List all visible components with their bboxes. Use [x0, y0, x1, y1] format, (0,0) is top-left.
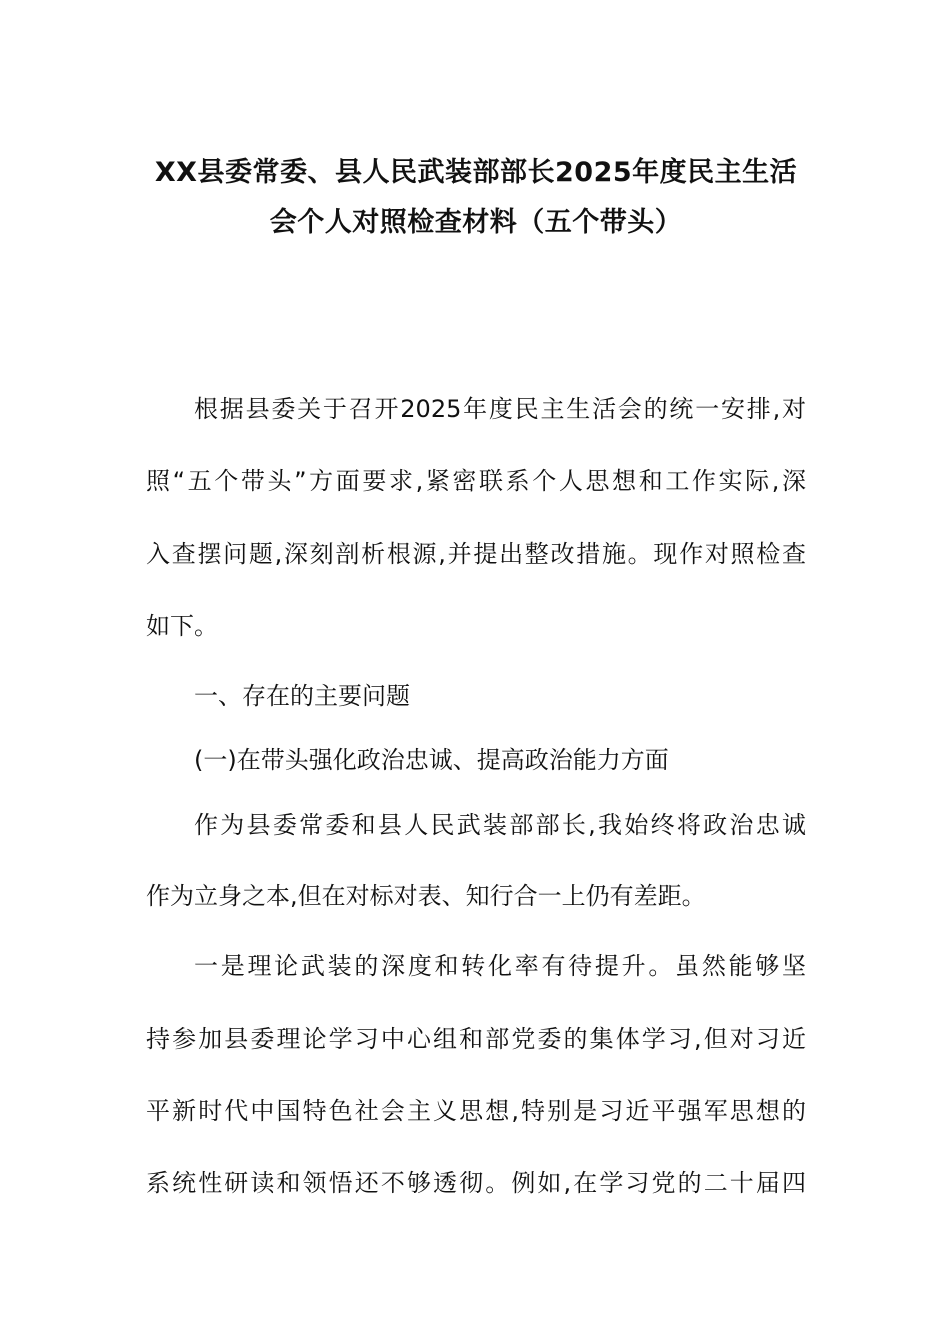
paragraph-2-line-3: 平新时代中国特色社会主义思想,特别是习近平强军思想的 — [146, 1097, 806, 1125]
paragraph-intro-line-4: 如下。 — [146, 612, 218, 640]
document-title-line-1: XX县委常委、县人民武装部部长2025年度民主生活 — [154, 157, 798, 188]
paragraph-intro-line-1: 根据县委关于召开2025年度民主生活会的统一安排,对 — [194, 395, 806, 423]
section-heading-1: 一、存在的主要问题 — [194, 682, 410, 710]
document-title-line-2: 会个人对照检查材料（五个带头） — [269, 207, 683, 238]
paragraph-1-line-2: 作为立身之本,但在对标对表、知行合一上仍有差距。 — [146, 882, 706, 910]
paragraph-2-line-1: 一是理论武装的深度和转化率有待提升。虽然能够坚 — [194, 952, 806, 980]
paragraph-2-line-4: 系统性研读和领悟还不够透彻。例如,在学习党的二十届四 — [146, 1169, 806, 1197]
paragraph-1-line-1: 作为县委常委和县人民武装部部长,我始终将政治忠诚 — [194, 811, 806, 839]
subsection-heading-1: (一)在带头强化政治忠诚、提高政治能力方面 — [194, 746, 669, 774]
paragraph-intro-line-2: 照“五个带头”方面要求,紧密联系个人思想和工作实际,深 — [146, 467, 806, 495]
paragraph-intro-line-3: 入查摆问题,深刻剖析根源,并提出整改措施。现作对照检查 — [146, 540, 806, 568]
paragraph-2-line-2: 持参加县委理论学习中心组和部党委的集体学习,但对习近 — [146, 1025, 806, 1053]
